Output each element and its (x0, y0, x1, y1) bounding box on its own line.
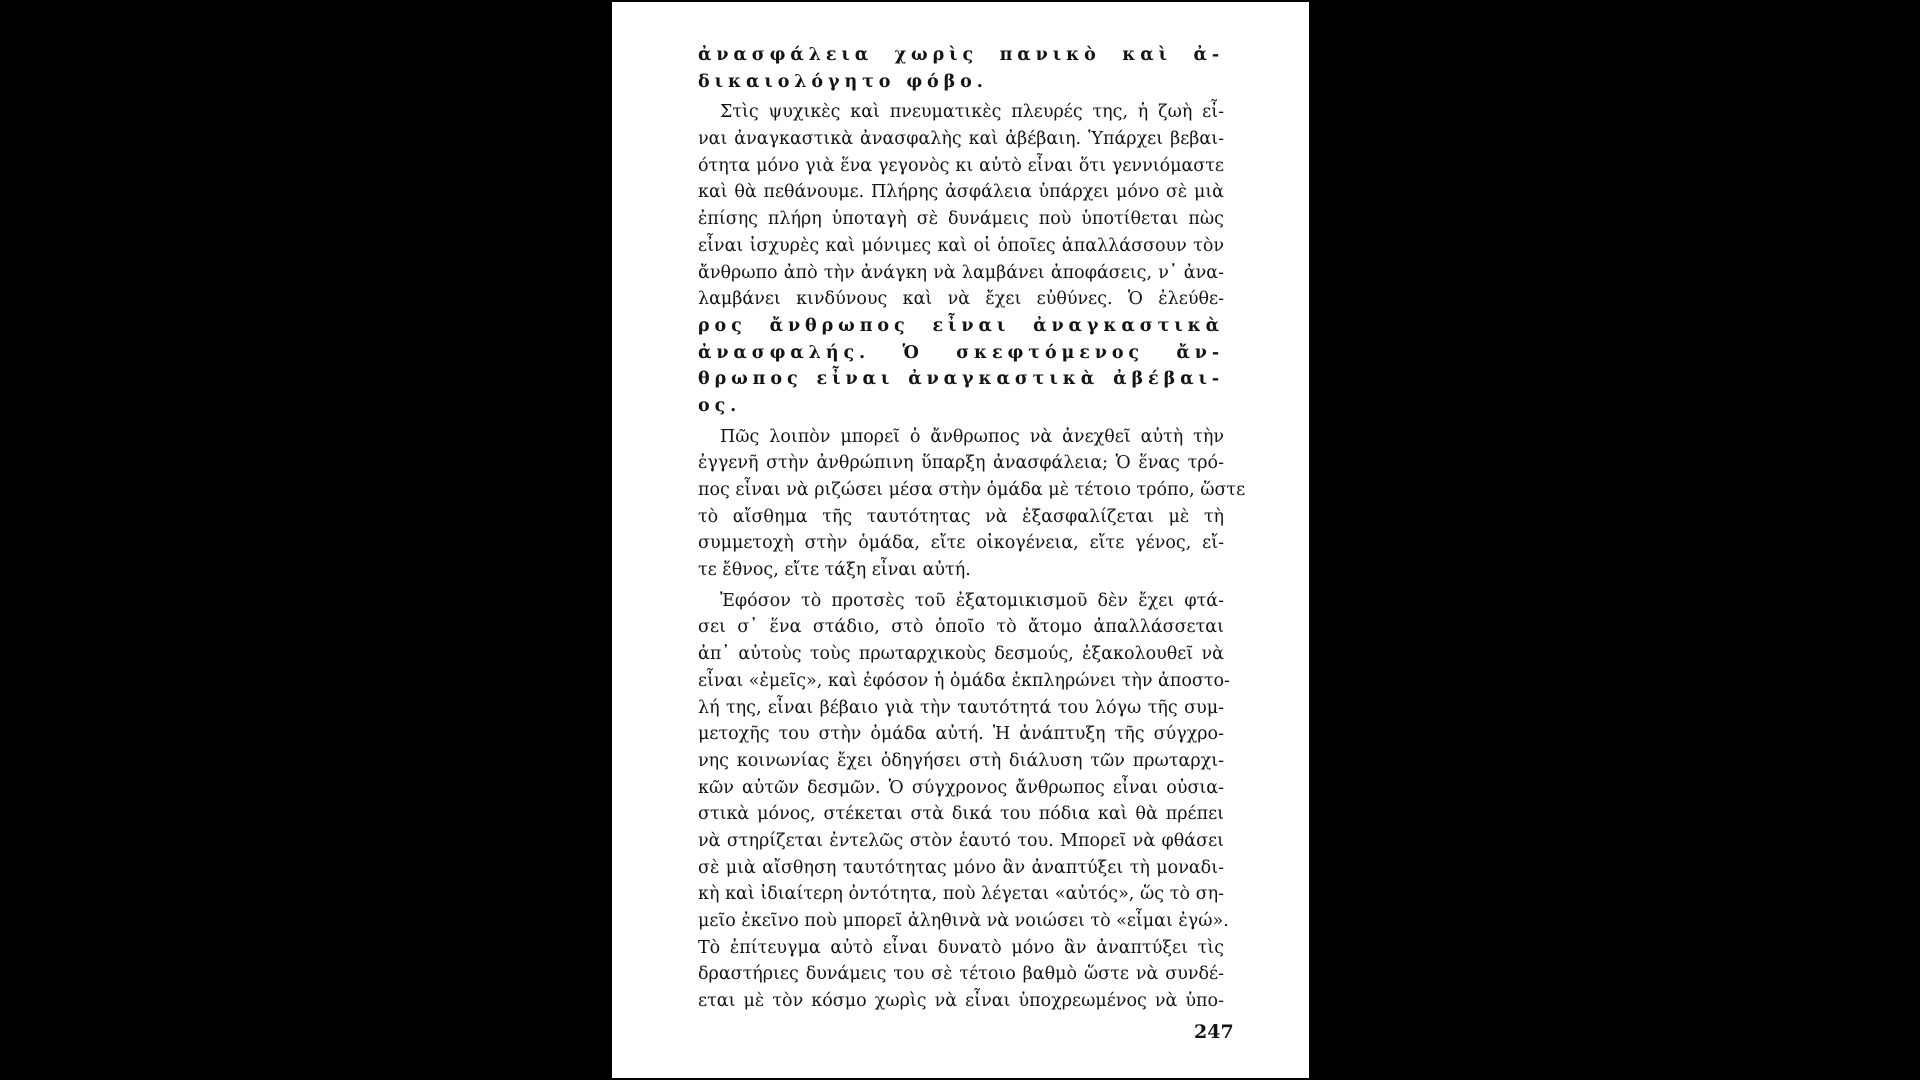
text-line: δραστήριες δυνάμεις του σὲ τέτοιο βαθμὸ ὥστε νὰ συνδέ- (698, 964, 1224, 985)
text-line: ρος ἄνθρωπος εἶναι ἀναγκαστικὰ (698, 315, 1224, 336)
text-line: τὸ αἴσθημα τῆς ταυτότητας νὰ ἐξασφαλίζεται μὲ τὴ (698, 506, 1224, 527)
text-line: θρωπος εἶναι ἀναγκαστικὰ ἀβέβαι- (698, 369, 1224, 390)
text-line: μετοχῆς του στὴν ὁμάδα αὐτή. Ἡ ἀνάπτυξη τῆς σύγχρο- (698, 724, 1224, 745)
text-line: Τὸ ἐπίτευγμα αὐτὸ εἶναι δυνατὸ μόνο ἂν ἀναπτύξει τὶς (698, 937, 1224, 958)
page-text (698, 42, 1246, 1015)
paragraph-1 (698, 42, 1224, 95)
text-line: λή της, εἶναι βέβαιο γιὰ τὴν ταυτότητά του λόγω τῆς συμ- (698, 697, 1224, 718)
text-line: Στὶς ψυχικὲς καὶ πνευματικὲς πλευρές της, ἡ ζωὴ εἶ- (720, 102, 1224, 123)
paragraph-3 (698, 424, 1246, 584)
text-line: εἶναι «ἐμεῖς», καὶ ἐφόσον ἡ ὁμάδα ἐκπληρώνει τὴν ἀποστο- (698, 670, 1230, 691)
text-line: ἐπίσης πλήρη ὑποταγὴ σὲ δυνάμεις ποὺ ὑποτίθεται πὼς (698, 209, 1224, 230)
text-line: Πῶς λοιπὸν μπορεῖ ὁ ἄνθρωπος νὰ ἀνεχθεῖ αὐτὴ τὴν (720, 426, 1224, 447)
page-number: 247 (1194, 1021, 1234, 1043)
text-line: τε ἔθνος, εἴτε τάξη εἶναι αὐτή. (698, 560, 971, 581)
text-line: μεῖο ἐκεῖνο ποὺ μπορεῖ ἀληθινὰ νὰ νοιώσει τὸ «εἶμαι ἐγώ». (698, 911, 1229, 931)
text-line: ἀνασφάλεια χωρὶς πανικὸ καὶ ἀ- (698, 45, 1224, 65)
text-line: ἄνθρωπο ἀπὸ τὴν ἀνάγκη νὰ λαμβάνει ἀποφάσεις, ν᾽ ἀνα- (698, 262, 1224, 283)
text-line: νὰ στηρίζεται ἐντελῶς στὸν ἑαυτό του. Μπορεῖ νὰ φθάσει (698, 830, 1224, 851)
text-line: εἶναι ἰσχυρὲς καὶ μόνιμες καὶ οἱ ὁποῖες ἀπαλλάσσουν τὸν (698, 235, 1224, 256)
book-page (612, 2, 1309, 1078)
text-line: ότητα μόνο γιὰ ἕνα γεγονὸς κι αὐτὸ εἶναι ὅτι γεννιόμαστε (698, 155, 1224, 176)
text-line: λαμβάνει κινδύνους καὶ νὰ ἔχει εὐθύνες. Ὁ ἐλεύθε- (698, 289, 1224, 310)
text-line: ος. (698, 395, 742, 416)
text-line: στικὰ μόνος, στέκεται στὰ δικά του πόδια καὶ θὰ πρέπει (698, 804, 1224, 825)
text-line: κῶν αὐτῶν δεσμῶν. Ὁ σύγχρονος ἄνθρωπος εἶναι οὐσια- (698, 777, 1224, 798)
text-line: σὲ μιὰ αἴσθηση ταυτότητας μόνο ἂν ἀναπτύξει τὴ μοναδι- (698, 857, 1224, 878)
text-line: ἐγγενῆ στὴν ἀνθρώπινη ὕπαρξη ἀνασφάλεια; Ὁ ἕνας τρό- (698, 453, 1224, 474)
text-line: δικαιολόγητο φόβο. (698, 71, 988, 92)
paragraph-2 (698, 99, 1224, 419)
text-line: συμμετοχὴ στὴν ὁμάδα, εἴτε οἰκογένεια, εἴτε γένος, εἴ- (698, 533, 1224, 554)
text-line: ἀνασφαλής. Ὁ σκεφτόμενος ἄν- (698, 342, 1224, 363)
text-line: σει σ᾽ ἕνα στάδιο, στὸ ὁποῖο τὸ ἄτομο ἀπαλλάσσεται (698, 617, 1224, 638)
text-line: Ἐφόσον τὸ προτσὲς τοῦ ἐξατομικισμοῦ δὲν ἔχει φτά- (720, 590, 1224, 611)
text-line: ναι ἀναγκαστικὰ ἀνασφαλὴς καὶ ἀβέβαιη. Ὑπάρχει βεβαι- (698, 129, 1224, 150)
text-line: καὶ θὰ πεθάνουμε. Πλήρης ἀσφάλεια ὑπάρχει μόνο σὲ μιὰ (698, 182, 1224, 203)
text-line: πος εἶναι νὰ ριζώσει μέσα στὴν ὁμάδα μὲ τέτοιο τρόπο, ὥστε (698, 480, 1246, 500)
text-line: νης κοινωνίας ἔχει ὁδηγήσει στὴ διάλυση τῶν πρωταρχι- (698, 750, 1224, 771)
text-line: κὴ καὶ ἰδιαίτερη ὀντότητα, ποὺ λέγεται «αὐτός», ὥς τὸ ση- (698, 884, 1224, 905)
paragraph-4 (698, 588, 1230, 1015)
text-line: ἀπ᾽ αὐτοὺς τοὺς πρωταρχικοὺς δεσμούς, ἐξακολουθεῖ νὰ (698, 644, 1224, 665)
text-line: εται μὲ τὸν κόσμο χωρὶς νὰ εἶναι ὑποχρεωμένος νὰ ὑπο- (698, 991, 1224, 1012)
